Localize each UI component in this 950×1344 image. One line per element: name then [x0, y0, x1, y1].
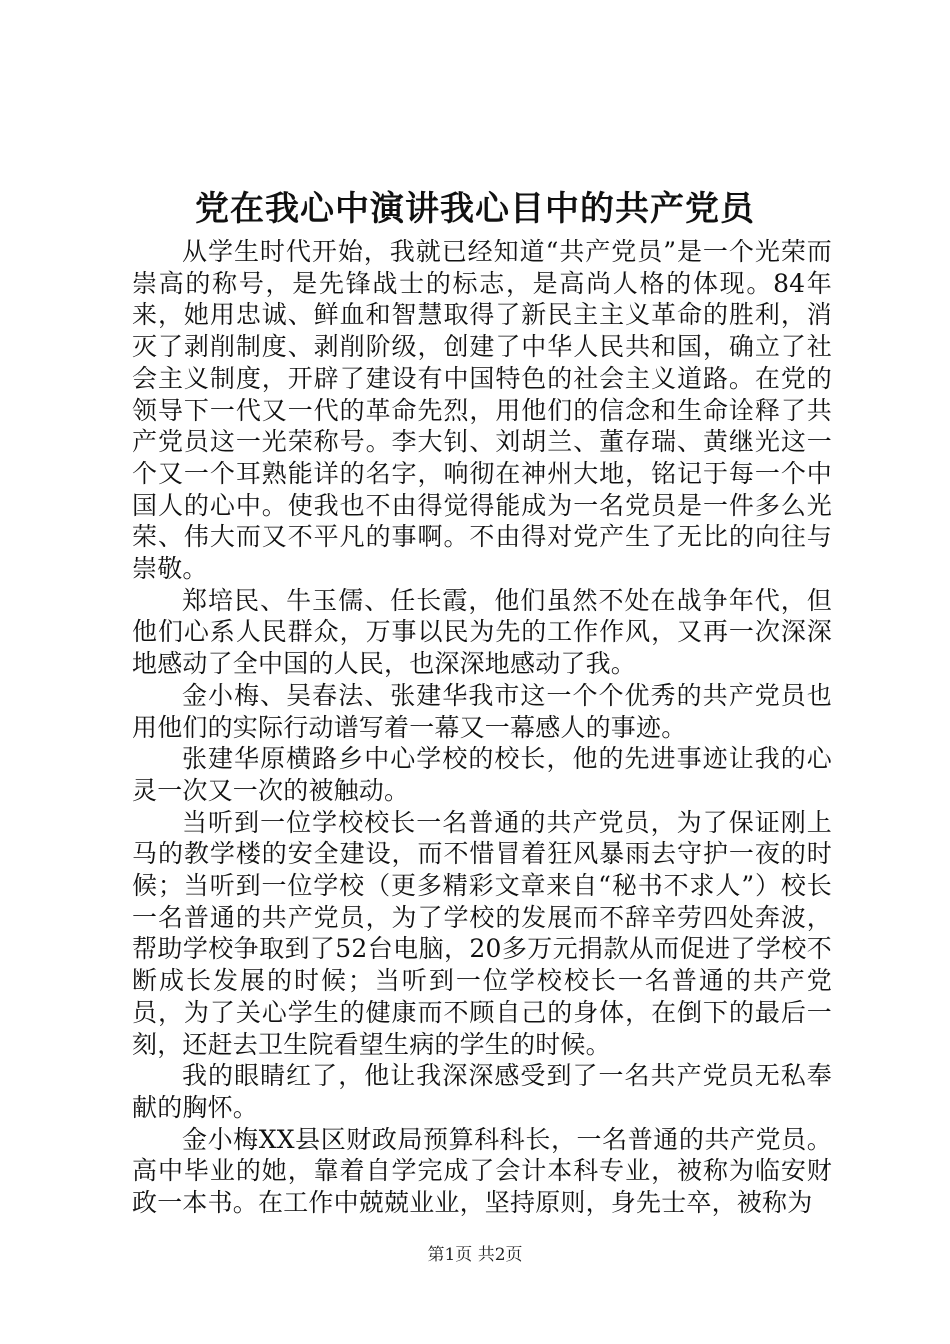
document-title: 党在我心中演讲我心目中的共产党员	[195, 189, 755, 229]
paragraph: 郑培民、牛玉儒、任长霞，他们虽然不处在战争年代，但他们心系人民群众，万事以民为先的工作作风，又再一次深深地感动了全中国的人民，也深深地感动了我。	[132, 585, 832, 679]
page-footer: 第1页 共2页	[427, 1245, 523, 1265]
document-body	[132, 236, 832, 1219]
paragraph: 我的眼睛红了，他让我深深感受到了一名共产党员无私奉献的胸怀。	[132, 1061, 832, 1122]
paragraph: 张建华原横路乡中心学校的校长，他的先进事迹让我的心灵一次又一次的被触动。	[132, 744, 832, 805]
paragraph: 金小梅、吴春法、张建华我市这一个个优秀的共产党员也用他们的实际行动谱写着一幕又一幕感人的事迹。	[132, 680, 832, 742]
paragraph: 当听到一位学校校长一名普通的共产党员，为了保证刚上马的教学楼的安全建设，而不惜冒着狂风暴雨去守护一夜的时候；当听到一位学校（更多精彩文章来自“秘书不求人”）校长一名普通的共产党员，为了学校的发展而不辞辛劳四处奔波，帮助学校争取到了52台电脑，20多万元捐款从而促进了学校不断成长发展的时候；当听到一位学校校长一名普通的共产党员，为了关心学生的健康而不顾自己的身体，在倒下的最后一刻，还赶去卫生院看望生病的学生的时候。	[132, 807, 832, 1059]
paragraph: 从学生时代开始，我就已经知道“共产党员”是一个光荣而崇高的称号，是先锋战士的标志，是高尚人格的体现。84年来，她用忠诚、鲜血和智慧取得了新民主主义革命的胜利，消灭了剥削制度、剥削阶级，创建了中华人民共和国，确立了社会主义制度，开辟了建设有中国特色的社会主义道路。在党的领导下一代又一代的革命先烈，用他们的信念和生命诠释了共产党员这一光荣称号。李大钊、刘胡兰、董存瑞、黄继光这一个又一个耳熟能详的名字，响彻在神州大地，铭记于每一个中国人的心中。使我也不由得觉得能成为一名党员是一件多么光荣、伟大而又不平凡的事啊。不由得对党产生了无比的向往与崇敬。	[132, 237, 832, 584]
paragraph: 金小梅XX县区财政局预算科科长，一名普通的共产党员。高中毕业的她，靠着自学完成了会计本科专业，被称为临安财政一本书。在工作中兢兢业业，坚持原则，身先士卒，被称为	[132, 1124, 832, 1218]
